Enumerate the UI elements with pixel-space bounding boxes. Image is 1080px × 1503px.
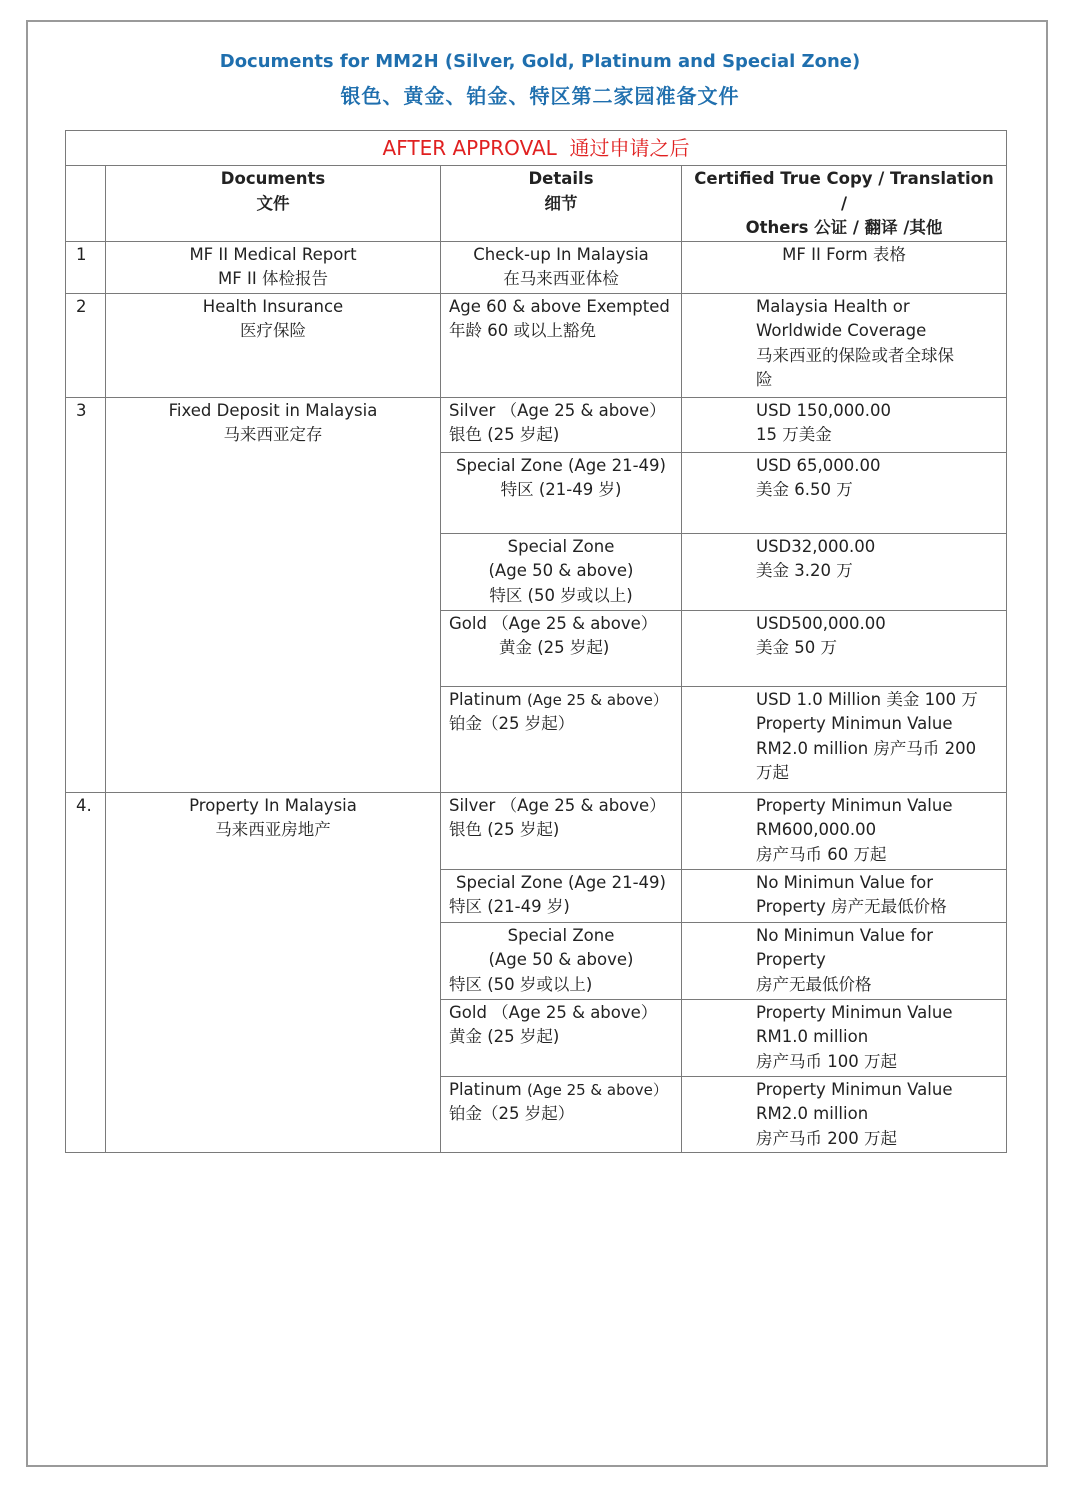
certified-cell <box>682 241 1007 293</box>
table-row <box>66 792 1007 869</box>
document-cell <box>106 792 441 1152</box>
document-zh: 医疗保险 <box>240 321 306 340</box>
detail-line: Silver （Age 25 & above） <box>449 795 666 815</box>
detail-cell-platinum <box>441 1076 682 1152</box>
certified-line: Property Minimun Value <box>756 1002 953 1022</box>
detail-line: 特区 (21-49 岁) <box>449 897 570 916</box>
certified-cell <box>682 686 1007 792</box>
certified-cell <box>682 1076 1007 1152</box>
detail-line: 黄金 (25 岁起) <box>449 1027 560 1046</box>
certified-line: RM600,000.00 <box>756 820 877 839</box>
certified-line: 房产无最低价格 <box>756 974 872 994</box>
certified-line: No Minimun Value for <box>756 925 934 945</box>
detail-en: Age 60 & above Exempted <box>449 296 670 316</box>
certified-line: RM1.0 million <box>756 1027 869 1046</box>
header-documents-en: Documents <box>220 169 326 188</box>
certified-line: Property Minimun Value <box>756 1079 953 1099</box>
header-details-zh: 细节 <box>544 193 578 213</box>
certified-line: USD 65,000.00 <box>756 455 881 475</box>
document-cell <box>106 293 441 397</box>
detail-cell <box>441 241 682 293</box>
header-certified-line1: Certified True Copy / Translation / <box>694 169 994 213</box>
detail-line: 特区 (21-49 岁) <box>500 480 622 499</box>
certified-cell <box>682 869 1007 922</box>
table-row <box>66 293 1007 397</box>
table-row <box>66 397 1007 452</box>
certified-line: Property Minimun Value <box>756 714 953 733</box>
row-number: 3 <box>66 397 106 792</box>
header-row <box>66 166 1007 242</box>
certified-line: USD 150,000.00 <box>756 400 891 420</box>
certified-line: Worldwide Coverage <box>756 321 927 340</box>
detail-line: 铂金（25 岁起） <box>449 714 575 733</box>
detail-cell-special-zone-21-49 <box>441 869 682 922</box>
detail-cell-silver <box>441 397 682 452</box>
detail-line: 铂金（25 岁起） <box>449 1104 575 1123</box>
table-row <box>66 241 1007 293</box>
document-title-en: Documents for MM2H (Silver, Gold, Platinum and Special Zone) <box>219 51 861 72</box>
requirements-table <box>65 130 1007 1153</box>
detail-cell-silver <box>441 792 682 869</box>
header-documents <box>106 166 441 242</box>
certified-line: RM2.0 million <box>756 1104 869 1123</box>
detail-line <box>449 1078 673 1103</box>
certified-line: 美金 3.20 万 <box>756 561 853 580</box>
detail-cell-special-zone-50 <box>441 533 682 610</box>
row-number: 4. <box>66 792 106 1152</box>
certified-cell <box>682 610 1007 686</box>
row-number: 1 <box>66 241 106 293</box>
certified-line: USD 1.0 Million 美金 100 万 <box>756 689 978 709</box>
detail-platinum-label: Platinum <box>449 1079 527 1099</box>
detail-line: 特区 (50 岁或以上) <box>489 585 633 605</box>
certified-line: 万起 <box>756 763 789 782</box>
certified-line: 15 万美金 <box>756 425 832 444</box>
detail-cell-special-zone-50 <box>441 922 682 999</box>
certified-line: RM2.0 million 房产马币 200 <box>756 738 977 758</box>
certified-cell <box>682 792 1007 869</box>
certified-line: Malaysia Health or <box>756 296 910 316</box>
document-title-zh: 银色、黄金、铂金、特区第二家园准备文件 <box>340 84 740 108</box>
header-documents-zh: 文件 <box>256 193 290 213</box>
certified-cell <box>682 293 1007 397</box>
certified-line: No Minimun Value for <box>756 872 934 892</box>
detail-platinum-label: Platinum <box>449 689 527 709</box>
certified-line: 马来西亚的保险或者全球保 <box>756 345 954 365</box>
document-en: Property In Malaysia <box>189 795 357 815</box>
detail-line: Special Zone (Age 21-49) <box>456 872 666 892</box>
certified-line: USD32,000.00 <box>756 536 876 556</box>
detail-cell-platinum <box>441 686 682 792</box>
header-number-cell <box>66 166 106 242</box>
detail-line: (Age 50 & above) <box>488 950 634 969</box>
document-zh: 马来西亚定存 <box>223 425 323 444</box>
detail-line: Special Zone <box>507 925 615 945</box>
certified-cell <box>682 922 1007 999</box>
document-en: Fixed Deposit in Malaysia <box>168 400 378 420</box>
detail-line: Gold （Age 25 & above） <box>449 613 658 633</box>
detail-line: (Age 50 & above) <box>488 561 634 580</box>
detail-line: Gold （Age 25 & above） <box>449 1002 658 1022</box>
certified-line: 险 <box>756 370 773 389</box>
certified-cell <box>682 533 1007 610</box>
detail-line <box>449 688 673 713</box>
detail-platinum-age: (Age 25 & above） <box>526 690 668 709</box>
row-number: 2 <box>66 293 106 397</box>
detail-zh: 在马来西亚体检 <box>503 269 619 288</box>
certified-line: 美金 50 万 <box>756 638 837 657</box>
detail-cell <box>441 293 682 397</box>
certified-line: 房产马币 200 万起 <box>756 1128 897 1148</box>
detail-line: 银色 (25 岁起) <box>449 820 560 839</box>
header-details-en: Details <box>528 169 594 188</box>
detail-line: 黄金 (25 岁起) <box>499 638 610 657</box>
certified-line: 房产马币 100 万起 <box>756 1051 897 1071</box>
certified-line: Property <box>756 950 826 969</box>
banner-row <box>66 131 1007 166</box>
certified-line: Property 房产无最低价格 <box>756 897 947 916</box>
detail-line: 银色 (25 岁起) <box>449 425 560 444</box>
certified-cell <box>682 999 1007 1076</box>
header-certified-line2: Others 公证 / 翻译 /其他 <box>745 218 943 237</box>
certified-line: 美金 6.50 万 <box>756 480 853 499</box>
document-en: MF II Medical Report <box>189 244 357 264</box>
certified-line: Property Minimun Value <box>756 795 953 815</box>
header-certified <box>682 166 1007 242</box>
document-cell <box>106 241 441 293</box>
certified-line: USD500,000.00 <box>756 613 886 633</box>
detail-cell-special-zone-21-49 <box>441 452 682 533</box>
detail-line: 特区 (50 岁或以上) <box>449 974 593 994</box>
detail-zh: 年龄 60 或以上豁免 <box>449 321 596 340</box>
document-zh: 马来西亚房地产 <box>215 820 331 839</box>
detail-line: Special Zone (Age 21-49) <box>456 455 666 475</box>
header-details <box>441 166 682 242</box>
detail-platinum-age: (Age 25 & above） <box>526 1080 668 1099</box>
document-zh: MF II 体检报告 <box>218 269 328 288</box>
detail-cell-gold <box>441 610 682 686</box>
after-approval-banner: AFTER APPROVAL 通过申请之后 <box>66 131 1007 166</box>
certified-cell <box>682 397 1007 452</box>
detail-line: Silver （Age 25 & above） <box>449 400 666 420</box>
detail-line: Special Zone <box>507 536 615 556</box>
detail-cell-gold <box>441 999 682 1076</box>
document-cell <box>106 397 441 792</box>
certified-cell <box>682 452 1007 533</box>
certified-text: MF II Form 表格 <box>782 244 906 264</box>
certified-line: 房产马币 60 万起 <box>756 844 887 864</box>
detail-en: Check-up In Malaysia <box>473 244 649 264</box>
document-en: Health Insurance <box>202 296 344 316</box>
